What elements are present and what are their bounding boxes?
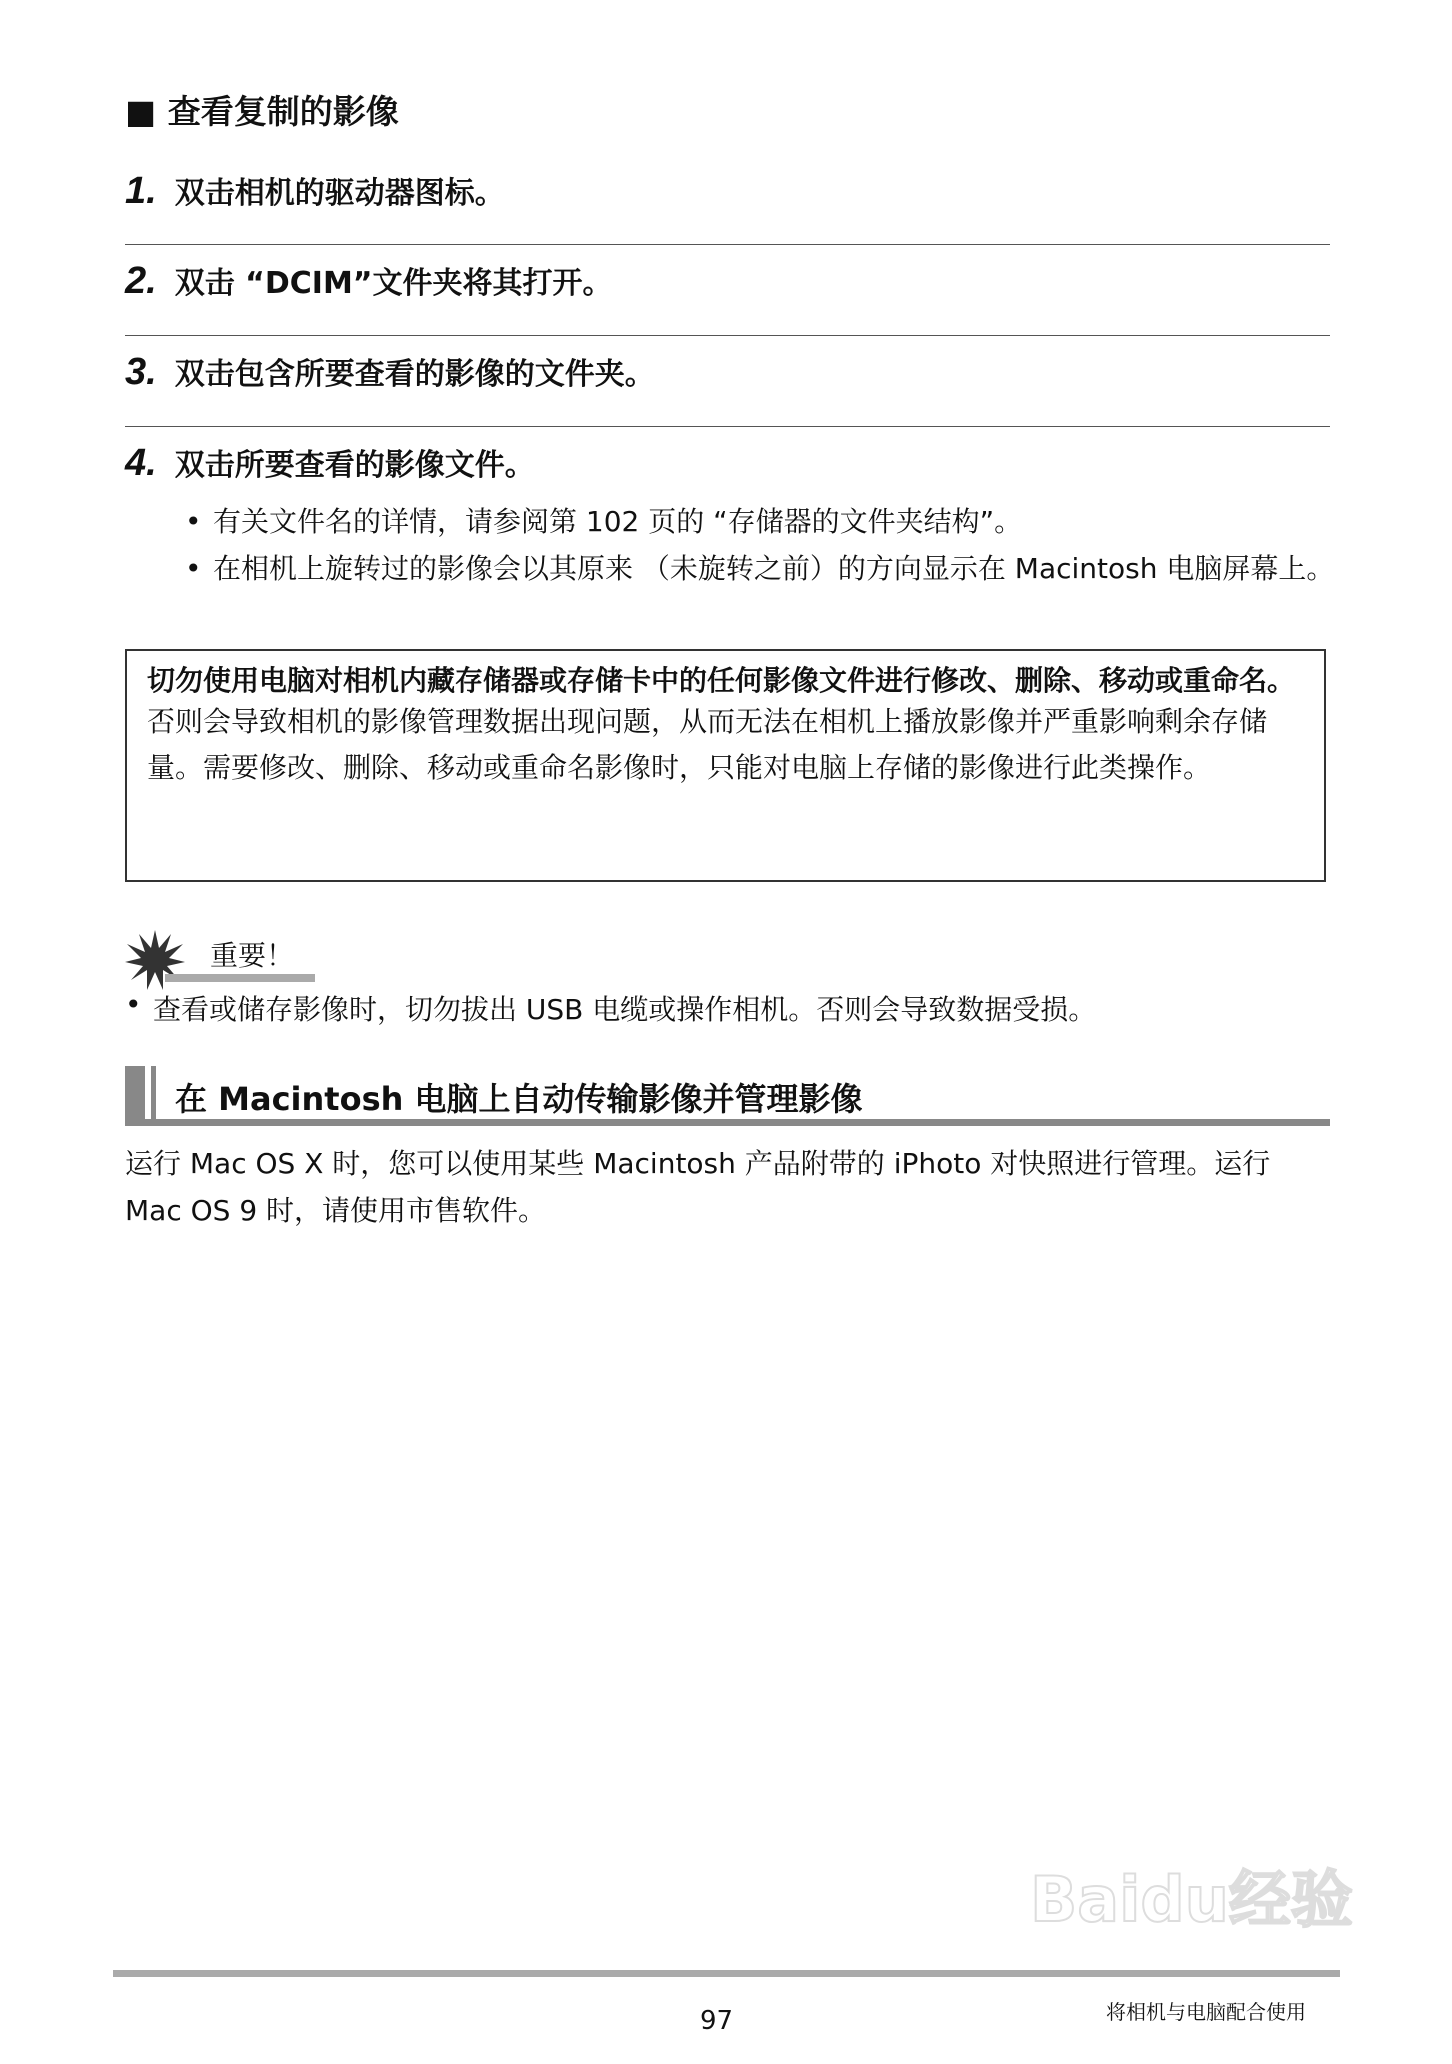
step-text: 双击包含所要查看的影像的文件夹。 xyxy=(174,357,655,392)
warning-box xyxy=(125,649,1326,882)
baidu-watermark: Baidu经验 xyxy=(1030,1863,1353,1936)
step-number: 1. xyxy=(125,170,157,212)
step-text: 双击所要查看的影像文件。 xyxy=(174,448,535,483)
important-label: 重要！ xyxy=(210,939,295,972)
page-number: 97 xyxy=(700,2006,734,2036)
chapter-footer: 将相机与电脑配合使用 xyxy=(1106,2000,1306,2024)
list-item: • 在相机上旋转过的影像会以其原来 （未旋转之前）的方向显示在 Macintosh 电脑屏幕上。 xyxy=(185,545,1335,592)
section-paragraph: 运行 Mac OS X 时，您可以使用某些 Macintosh 产品附带的 iPhoto 对快照进行管理。运行 Mac OS 9 时，请使用市售软件。 xyxy=(125,1147,1271,1227)
step-number: 3. xyxy=(125,351,157,393)
divider xyxy=(125,335,1330,336)
bullet-text: 有关文件名的详情，请参阅第 102 页的 “存储器的文件夹结构”。 xyxy=(213,505,1023,538)
section-title: 在 Macintosh 电脑上自动传输影像并管理影像 xyxy=(175,1080,863,1118)
warning-text: 否则会导致相机的影像管理数据出现问题，从而无法在相机上播放影像并严重影响剩余存储量。需要修改、删除、移动或重命名影像时，只能对电脑上存储的影像进行此类操作。 xyxy=(147,705,1268,784)
square-bullet-icon: ■ xyxy=(125,92,157,131)
step-4 xyxy=(125,440,535,485)
step-number: 2. xyxy=(125,260,157,302)
section-heading xyxy=(125,86,399,133)
step-text: 双击 “DCIM”文件夹将其打开。 xyxy=(174,266,613,301)
label-underline xyxy=(165,974,315,982)
list-item: • 有关文件名的详情，请参阅第 102 页的 “存储器的文件夹结构”。 xyxy=(185,498,1335,545)
list-item: • 查看或储存影像时，切勿拔出 USB 电缆或操作相机。否则会导致数据受损。 xyxy=(125,988,1097,1026)
step-1 xyxy=(125,168,505,213)
divider xyxy=(125,426,1330,427)
step-3 xyxy=(125,349,655,394)
section-header xyxy=(125,1066,1330,1126)
step-text: 双击相机的驱动器图标。 xyxy=(174,176,505,211)
warning-bold: 切勿使用电脑对相机内藏存储器或存储卡中的任何影像文件进行修改、删除、移动或重命名。 xyxy=(147,664,1296,697)
heading-title: 查看复制的影像 xyxy=(167,92,399,131)
bullet-text: 在相机上旋转过的影像会以其原来 （未旋转之前）的方向显示在 Macintosh 电脑屏幕上。 xyxy=(213,552,1335,585)
divider xyxy=(125,244,1330,245)
step-number: 4. xyxy=(125,442,157,484)
footer-rule xyxy=(113,1970,1340,1977)
step-2 xyxy=(125,258,613,303)
bullet-text: 查看或储存影像时，切勿拔出 USB 电缆或操作相机。否则会导致数据受损。 xyxy=(153,993,1097,1026)
